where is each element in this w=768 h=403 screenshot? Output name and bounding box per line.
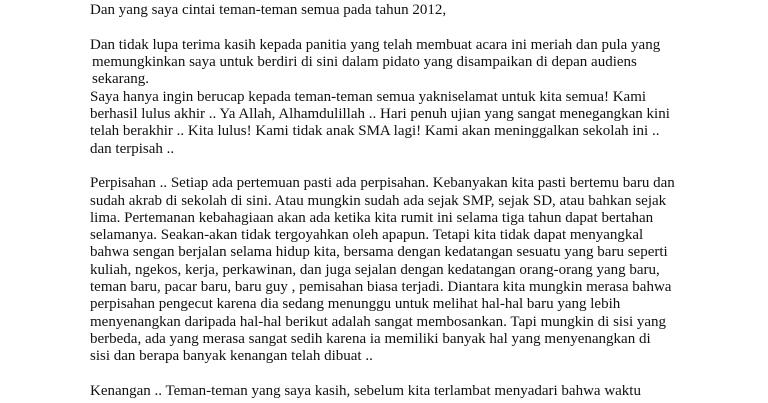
text-line: Kenangan .. Teman-teman yang saya kasih, sebelum kita terlambat menyadari bahwa waktu bbox=[90, 382, 641, 399]
text-line: bahwa sengan berjalan selama hidup kita, bersama dengan kedatangan sesuatu yang baru seperti bbox=[90, 244, 668, 261]
text-line: memungkinkan saya untuk berdiri di sini dalam pidato yang disampaikan di depan audiens bbox=[92, 54, 637, 71]
text-line: telah berakhir .. Kita lulus! Kami tidak anak SMA lagi! Kami akan meninggalkan sekolah ini .. bbox=[90, 123, 660, 140]
text-line: Perpisahan .. Setiap ada pertemuan pasti ada perpisahan. Kebanyakan kita pasti bertemu baru dan bbox=[90, 175, 675, 192]
paragraph-gap bbox=[90, 366, 690, 383]
text-line: sekarang. bbox=[92, 71, 150, 88]
text-line: perpisahan pengecut karena dia sedang menunggu untuk melihat hal-hal baru yang lebih bbox=[90, 296, 621, 313]
document-body bbox=[90, 0, 690, 400]
text-line: menyenangkan daripada hal-hal berikut adalah sangat membosankan. Tapi mungkin di sisi yang bbox=[90, 313, 667, 330]
text-line: sudah akrab di sekolah di sini. Atau mungkin sudah ada sejak SMP, sejak SD, atau bahkan sejak bbox=[90, 192, 667, 209]
text-line: Dan tidak lupa terima kasih kepada panitia yang telah membuat acara ini meriah dan pula yang bbox=[90, 36, 661, 53]
text-line: Saya hanya ingin berucap kepada teman-teman semua yakniselamat untuk kita semua! Kami bbox=[90, 88, 647, 105]
paragraph-gap bbox=[90, 158, 690, 175]
text-line: teman baru, pacar baru, baru guy , pemisahan biasa terjadi. Diantara kita mungkin merasa bahwa bbox=[90, 279, 672, 296]
text-line: berhasil lulus akhir .. Ya Allah, Alhamdulillah .. Hari penuh ujian yang sangat menegangkan kini bbox=[90, 106, 670, 123]
paragraph-gap bbox=[90, 20, 690, 37]
text-line: berbeda, ada yang merasa sangat sedih karena ia memiliki banyak hal yang menyenangkan di bbox=[90, 330, 651, 347]
text-line: kuliah, ngekos, kerja, perkawinan, dan juga sejalan dengan kedatangan orang-orang yang baru, bbox=[90, 261, 660, 278]
text-line: selamanya. Seakan-akan tidak tergoyahkan oleh apapun. Tetapi kita tidak dapat menyangkal bbox=[90, 227, 644, 244]
text-line: lima. Pertemanan kebahagiaan akan ada ketika kita rumit ini selama tiga tahun dapat bertahan bbox=[90, 209, 654, 226]
text-line: sisi dan berapa banyak kenangan telah dibuat .. bbox=[90, 348, 373, 365]
text-line: Dan yang saya cintai teman-teman semua pada tahun 2012, bbox=[90, 2, 447, 19]
text-line: dan terpisah .. bbox=[90, 140, 175, 157]
